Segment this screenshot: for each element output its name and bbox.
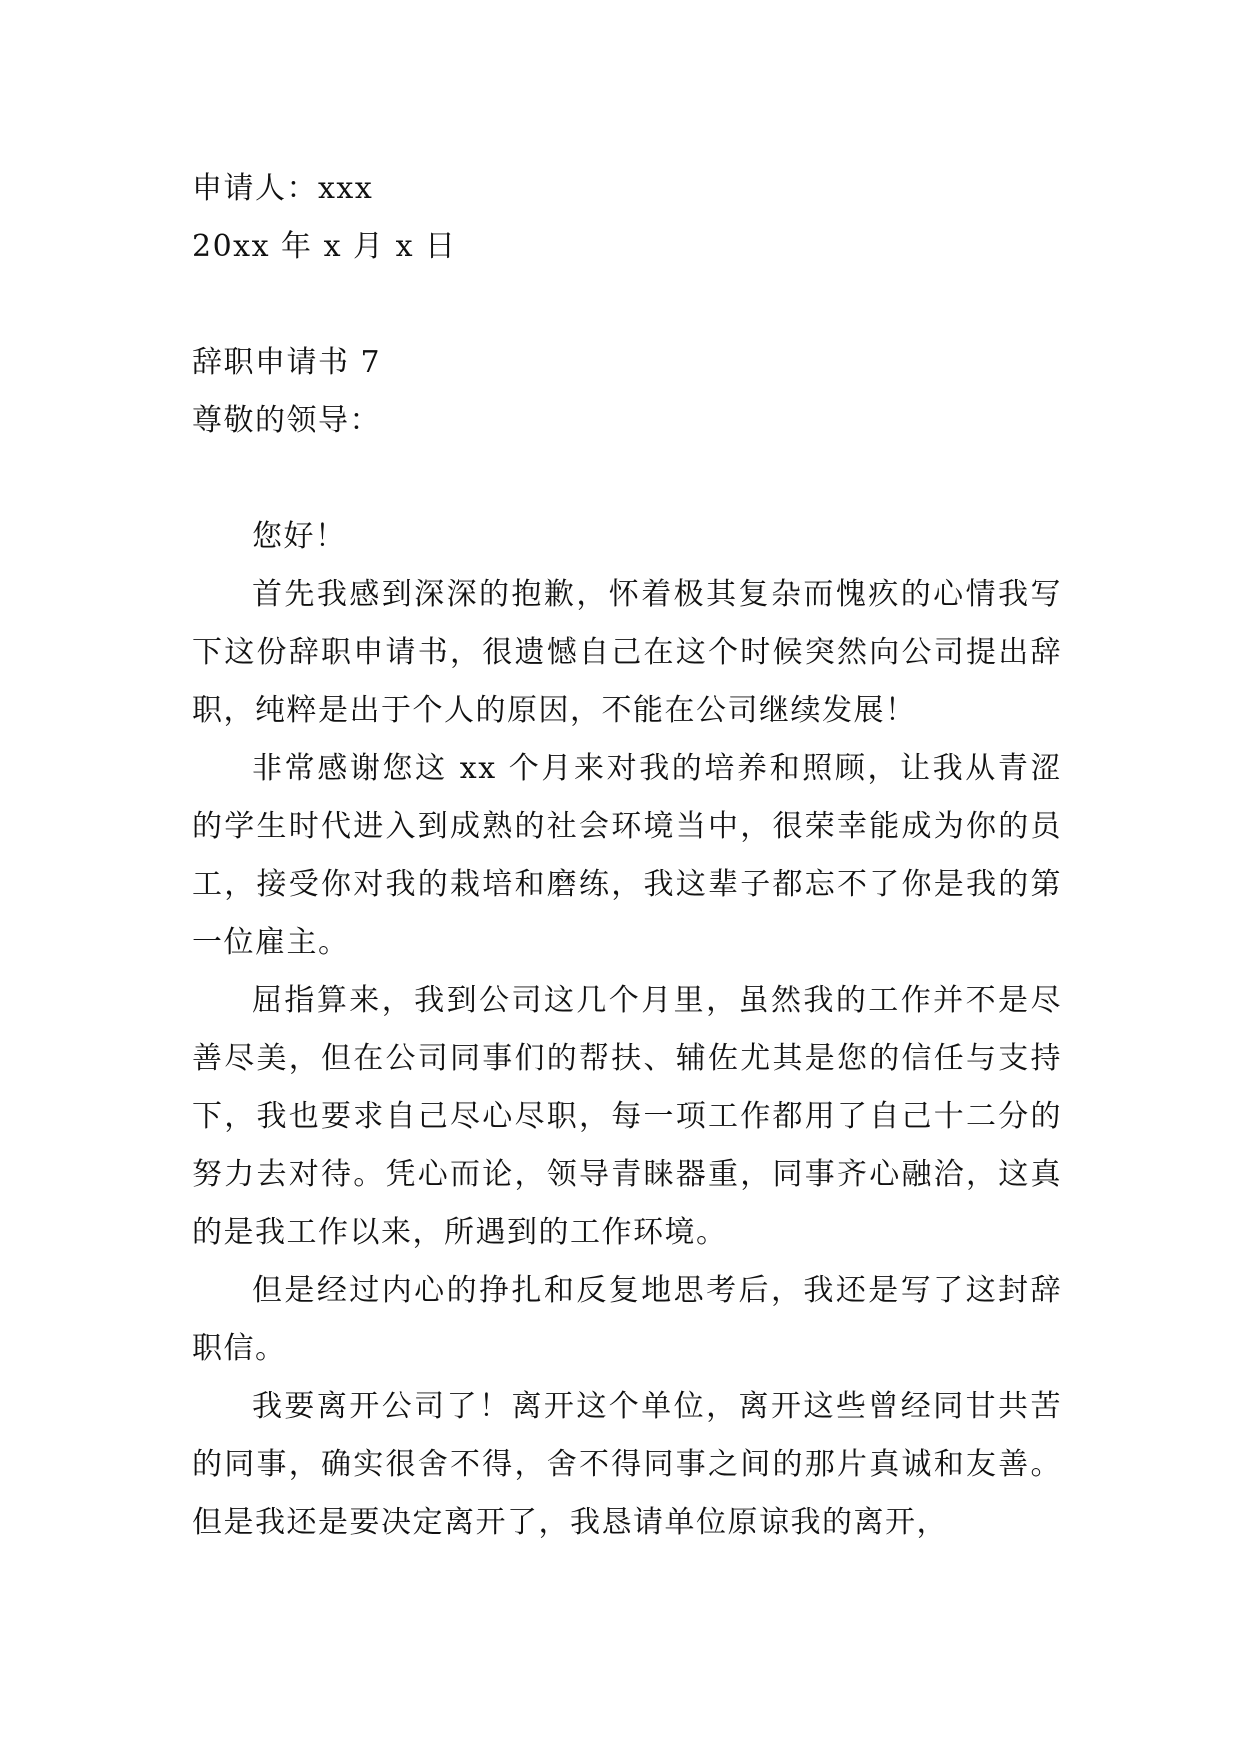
paragraph-reflection: 屈指算来，我到公司这几个月里，虽然我的工作并不是尽善尽美，但在公司同事们的帮扶、辅佐尤其是您的信任与支持下，我也要求自己尽心尽职，每一项工作都用了自己十二分的努力去对待。凭心而论，领导青睐器重，同事齐心融洽，这真的是我工作以来，所遇到的工作环境。 bbox=[192, 983, 1062, 1250]
paragraph-gratitude: 非常感谢您这 xx 个月来对我的培养和照顾，让我从青涩的学生时代进入到成熟的社会环境当中，很荣幸能成为你的员工，接受你对我的栽培和磨练，我这辈子都忘不了你是我的第一位雇主。 bbox=[192, 751, 1062, 960]
paragraph-decision: 但是经过内心的挣扎和反复地思考后，我还是写了这封辞职信。 bbox=[192, 1273, 1062, 1366]
spacer bbox=[192, 276, 1062, 334]
document-body bbox=[192, 160, 1062, 1552]
paragraph-apology: 首先我感到深深的抱歉，怀着极其复杂而愧疚的心情我写下这份辞职申请书，很遗憾自己在这个时候突然向公司提出辞职，纯粹是出于个人的原因，不能在公司继续发展！ bbox=[192, 577, 1062, 728]
greeting: 您好！ bbox=[252, 519, 347, 554]
applicant-line: 申请人：xxx bbox=[192, 171, 374, 206]
spacer bbox=[192, 450, 1062, 508]
date-line: 20xx 年 x 月 x 日 bbox=[192, 229, 457, 264]
salutation: 尊敬的领导： bbox=[192, 403, 381, 438]
paragraph-farewell: 我要离开公司了！离开这个单位，离开这些曾经同甘共苦的同事，确实很舍不得，舍不得同事之间的那片真诚和友善。但是我还是要决定离开了，我恳请单位原谅我的离开， bbox=[192, 1389, 1062, 1540]
letter-title: 辞职申请书 7 bbox=[192, 345, 382, 380]
